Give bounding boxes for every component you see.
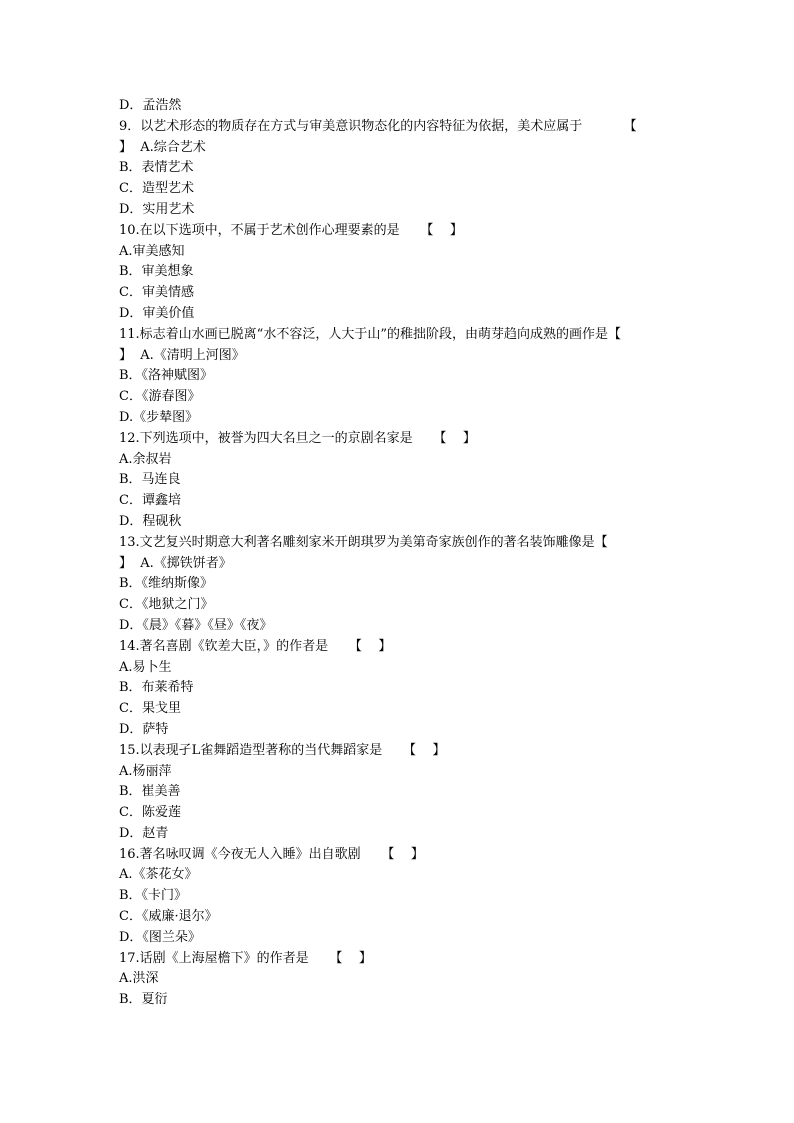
option-a-q10: A.审美感知 <box>119 243 185 259</box>
option-a-q12: A.余叔岩 <box>119 451 172 467</box>
question-10: 10.在以下选项中，不属于艺术创作心理要素的是 【 】 <box>119 222 463 238</box>
option-d-q15: D．赵青 <box>119 825 169 841</box>
option-d-q11: D.《步辇图》 <box>119 409 199 425</box>
option-d-q10: D．审美价值 <box>119 305 195 321</box>
question-12: 12.下列选项中，被誉为四大名旦之一的京剧名家是 【 】 <box>119 430 476 446</box>
question-17: 17.话剧《上海屋檐下》的作者是 【 】 <box>119 950 372 966</box>
option-c-q9: C．造型艺术 <box>119 181 194 197</box>
question-16: 16.著名咏叹调《今夜无人入睡》出自歌剧 【 】 <box>119 846 424 862</box>
option-a-q9: 】 A.综合艺术 <box>119 139 206 155</box>
option-b-q17: B．夏衍 <box>119 992 168 1008</box>
option-d-q8: D．孟浩然 <box>119 98 182 113</box>
option-b-q14: B．布莱希特 <box>119 680 194 696</box>
question-13: 13.文艺复兴时期意大利著名雕刻家米开朗琪罗为美第奇家族创作的著名装饰雕像是【 <box>119 534 608 550</box>
option-a-q14: A.易卜生 <box>119 659 172 675</box>
option-a-q11: 】 A.《清明上河图》 <box>119 347 245 363</box>
option-b-q12: B．马连良 <box>119 472 181 488</box>
option-c-q14: C．果戈里 <box>119 701 181 717</box>
option-d-q12: D．程砚秋 <box>119 513 182 529</box>
option-c-q13: C．《地狱之门》 <box>119 597 214 613</box>
option-d-q9: D．实用艺术 <box>119 201 195 217</box>
option-d-q13: D．《晨》《暮》《昼》《夜》 <box>119 617 273 633</box>
question-11: 11.标志着山水画已脱离“水不容泛，人大于山”的稚拙阶段，由萌芽趋向成熟的画作是【 <box>119 326 621 342</box>
option-b-q13: B．《维纳斯像》 <box>119 576 214 592</box>
option-b-q11: B．《洛神赋图》 <box>119 368 214 384</box>
document-body <box>119 96 675 1011</box>
option-b-q9: B．表情艺术 <box>119 160 194 176</box>
option-a-q17: A.洪深 <box>119 971 159 987</box>
option-b-q15: B．崔美善 <box>119 784 181 800</box>
option-d-q16: D．《图兰朵》 <box>119 929 201 945</box>
option-c-q12: C．谭鑫培 <box>119 493 181 509</box>
option-c-q10: C．审美情感 <box>119 285 194 301</box>
option-a-q16: A.《茶花女》 <box>119 867 198 883</box>
option-a-q15: A.杨丽萍 <box>119 763 172 779</box>
question-15: 15.以表现孑L雀舞蹈造型著称的当代舞蹈家是 【 】 <box>119 742 446 758</box>
option-c-q15: C．陈爱莲 <box>119 805 181 821</box>
question-14: 14.著名喜剧《钦差大臣，》的作者是 【 】 <box>119 638 392 654</box>
option-d-q14: D．萨特 <box>119 721 169 737</box>
option-c-q11: C．《游春图》 <box>119 389 201 405</box>
question-9: 9．以艺术形态的物质存在方式与审美意识物态化的内容特征为依据，美术应属于 【 <box>119 118 637 134</box>
option-a-q13: 】 A.《掷铁饼者》 <box>119 555 232 571</box>
option-b-q10: B．审美想象 <box>119 264 194 280</box>
option-c-q16: C．《威廉·退尔》 <box>119 909 218 925</box>
option-b-q16: B．《卡门》 <box>119 888 188 904</box>
